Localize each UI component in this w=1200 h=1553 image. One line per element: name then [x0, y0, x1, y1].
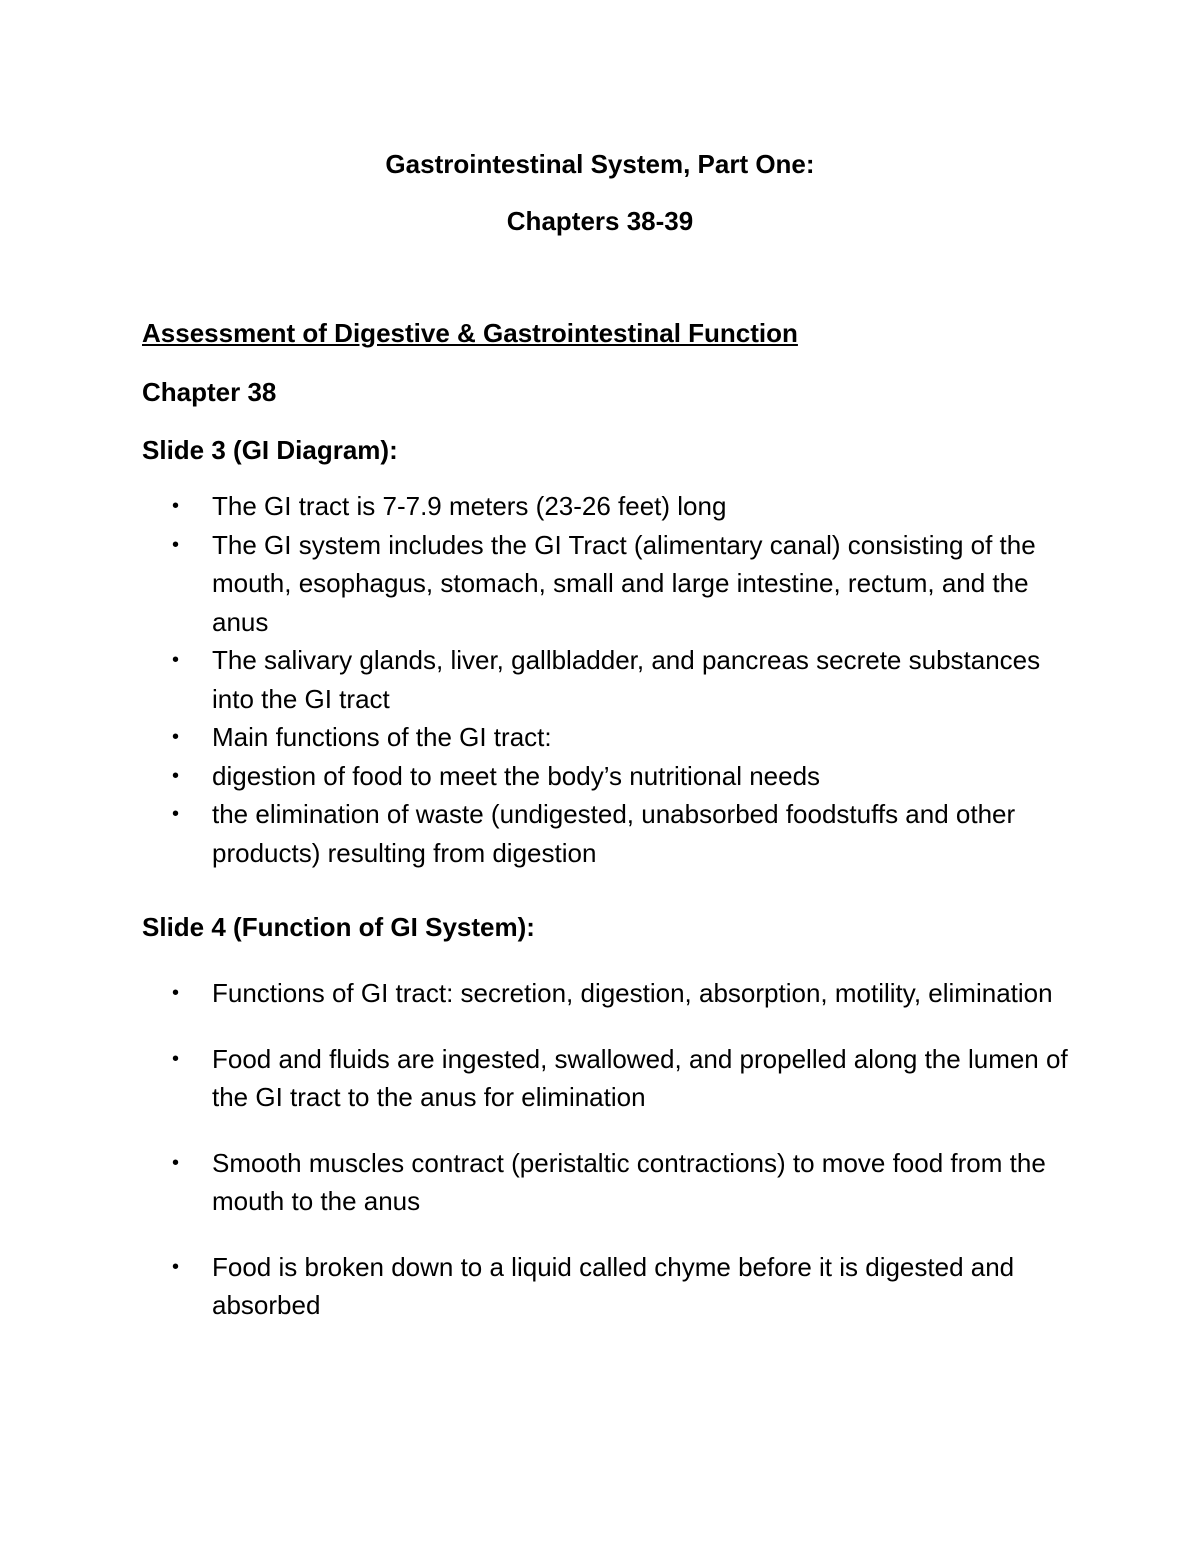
list-item-text: The salivary glands, liver, gallbladder, and pancreas secrete substances into the GI tract — [212, 645, 1041, 714]
bullet-icon: • — [172, 982, 180, 1004]
slide4-bullet-list — [172, 974, 1072, 1352]
list-item-text: The GI system includes the GI Tract (alimentary canal) consisting of the mouth, esophagus, stomach, small and large intestine, rectum, and the anus — [212, 529, 1036, 637]
list-item-text: Food is broken down to a liquid called chyme before it is digested and absorbed — [212, 1251, 1015, 1320]
bullet-icon: • — [172, 726, 180, 748]
bullet-icon: • — [172, 764, 180, 787]
list-item-text: Food and fluids are ingested, swallowed, and propelled along the lumen of the GI tract to the anus for elimination — [212, 1043, 1068, 1112]
document-title: Gastrointestinal System, Part One: — [385, 149, 815, 179]
bullet-icon: • — [172, 1255, 180, 1278]
list-item — [172, 641, 1072, 718]
list-item — [172, 526, 1072, 642]
slide3-bullet-list — [172, 487, 1072, 872]
document-subtitle: Chapters 38-39 — [506, 206, 694, 236]
list-item — [172, 1248, 1072, 1325]
list-item — [172, 1144, 1072, 1221]
list-item-text: Main functions of the GI tract: — [212, 722, 552, 752]
bullet-icon: • — [172, 533, 180, 556]
list-item-text: The GI tract is 7-7.9 meters (23-26 feet) long — [212, 491, 727, 521]
list-item-text: the elimination of waste (undigested, unabsorbed foodstuffs and other products) resulting from digestion — [212, 799, 1016, 868]
list-item-text: digestion of food to meet the body’s nutritional needs — [212, 760, 821, 791]
list-item — [172, 1040, 1072, 1117]
list-item — [172, 974, 1072, 1013]
bullet-icon: • — [172, 649, 180, 671]
list-item-text: Functions of GI tract: secretion, digestion, absorption, motility, elimination — [212, 978, 1053, 1008]
bullet-icon: • — [172, 803, 180, 825]
section-heading: Assessment of Digestive & Gastrointestinal Function — [142, 318, 798, 348]
slide3-heading: Slide 3 (GI Diagram): — [142, 435, 398, 465]
list-item-text: Smooth muscles contract (peristaltic contractions) to move food from the mouth to the anus — [212, 1147, 1046, 1216]
slide4-heading: Slide 4 (Function of GI System): — [142, 912, 535, 942]
bullet-icon: • — [172, 1151, 180, 1174]
bullet-icon: • — [172, 495, 180, 517]
list-item — [172, 487, 1072, 526]
bullet-icon: • — [172, 1047, 180, 1070]
list-item — [172, 718, 1072, 757]
chapter-heading: Chapter 38 — [142, 377, 277, 407]
list-item — [172, 795, 1072, 872]
list-item — [172, 757, 1072, 796]
